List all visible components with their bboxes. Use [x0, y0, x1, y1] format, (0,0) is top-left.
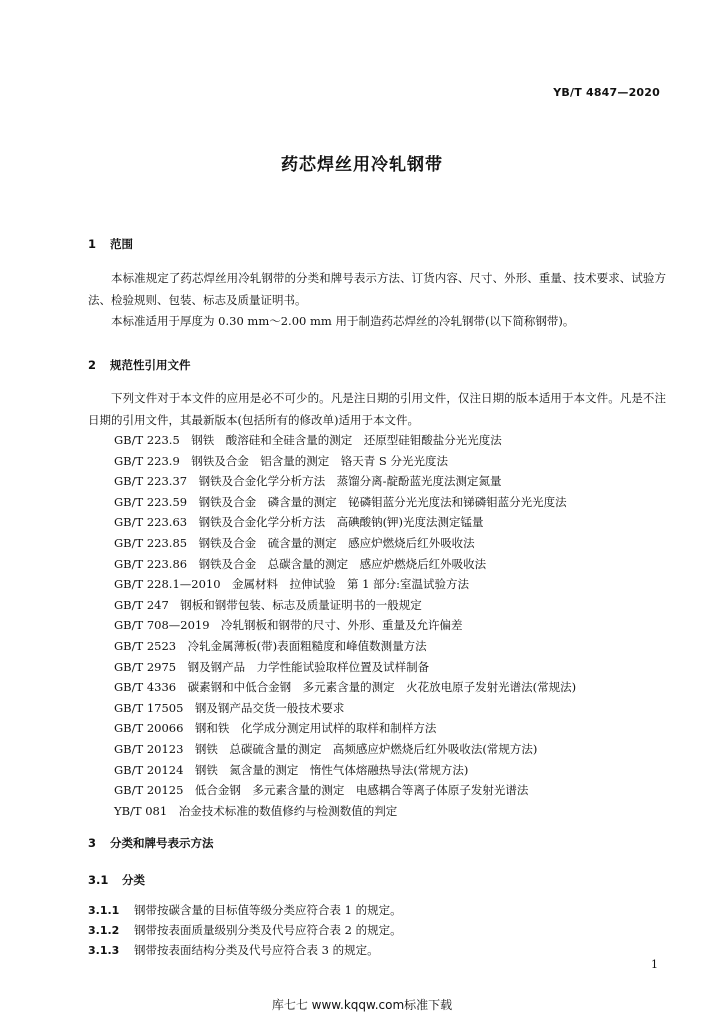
footer-watermark: 库七七 www.kqqw.com标准下载	[271, 998, 453, 1012]
reference-item: GB/T 20124 钢铁 氮含量的测定 惰性气体熔融热导法(常规方法)	[114, 762, 469, 777]
page-number: 1	[651, 958, 658, 971]
clause-3-1-1	[88, 902, 402, 918]
section-1-paragraph-2: 本标准适用于厚度为 0.30 mm～2.00 mm 用于制造药芯焊丝的冷轧钢带(以下简称钢带)。	[111, 314, 575, 328]
clause-text: 钢带按表面结构分类及代号应符合表 3 的规定。	[134, 943, 379, 957]
clause-3-1-3	[88, 942, 379, 958]
section-1-paragraph-1: 本标准规定了药芯焊丝用冷轧钢带的分类和牌号表示方法、订货内容、尺寸、外形、重量、技术要求、试验方法、检验规则、包装、标志及质量证明书。	[88, 271, 666, 307]
reference-item: GB/T 20125 低合金钢 多元素含量的测定 电感耦合等离子体原子发射光谱法	[114, 783, 529, 798]
subsection-3-1-heading	[88, 872, 145, 888]
reference-item: YB/T 081 冶金技术标准的数值修约与检测数值的判定	[114, 803, 398, 818]
clause-number: 3.1.1	[88, 904, 120, 917]
reference-item: GB/T 228.1—2010 金属材料 拉伸试验 第 1 部分:室温试验方法	[114, 577, 470, 592]
subsection-3-1-number: 3.1	[88, 873, 109, 887]
section-2-intro: 下列文件对于本文件的应用是必不可少的。凡是注日期的引用文件，仅注日期的版本适用于本文件。凡是不注日期的引用文件，其最新版本(包括所有的修改单)适用于本文件。	[88, 391, 666, 427]
section-1-heading	[88, 236, 133, 252]
reference-item: GB/T 223.63 钢铁及合金化学分析方法 高碘酸钠(钾)光度法测定锰量	[114, 515, 484, 530]
reference-item: GB/T 2523 冷轧金属薄板(带)表面粗糙度和峰值数测量方法	[114, 638, 427, 653]
reference-item: GB/T 20066 钢和铁 化学成分测定用试样的取样和制样方法	[114, 721, 437, 736]
reference-item: GB/T 223.86 钢铁及合金 总碳含量的测定 感应炉燃烧后红外吸收法	[114, 556, 487, 571]
section-2-heading	[88, 357, 191, 373]
section-3-heading	[88, 835, 214, 851]
reference-item: GB/T 223.5 钢铁 酸溶硅和全硅含量的测定 还原型硅钼酸盐分光光度法	[114, 433, 502, 447]
section-2-title: 规范性引用文件	[110, 358, 191, 372]
clause-number: 3.1.3	[88, 944, 120, 957]
reference-item: GB/T 223.37 钢铁及合金化学分析方法 蒸馏分离-靛酚蓝光度法测定氮量	[114, 474, 502, 489]
reference-item: GB/T 708—2019 冷轧钢板和钢带的尺寸、外形、重量及允许偏差	[114, 618, 463, 633]
reference-item: GB/T 20123 钢铁 总碳硫含量的测定 高频感应炉燃烧后红外吸收法(常规方法)	[114, 741, 538, 756]
subsection-3-1-title: 分类	[122, 873, 145, 887]
clause-text: 钢带按碳含量的目标值等级分类应符合表 1 的规定。	[134, 903, 402, 917]
reference-item: GB/T 223.9 钢铁及合金 铝含量的测定 铬天青 S 分光光度法	[114, 453, 448, 468]
document-title: 药芯焊丝用冷轧钢带	[281, 155, 443, 175]
section-2-number: 2	[88, 358, 97, 372]
clause-text: 钢带按表面质量级别分类及代号应符合表 2 的规定。	[134, 923, 402, 937]
reference-list	[114, 430, 576, 821]
clause-3-1-2	[88, 922, 402, 938]
section-3-number: 3	[88, 836, 97, 850]
standard-code: YB/T 4847—2020	[553, 86, 660, 99]
reference-item: GB/T 223.59 钢铁及合金 磷含量的测定 铋磷钼蓝分光光度法和锑磷钼蓝分光光度法	[114, 494, 567, 509]
section-1-number: 1	[88, 237, 97, 251]
clause-number: 3.1.2	[88, 924, 120, 937]
reference-item: GB/T 4336 碳素钢和中低合金钢 多元素含量的测定 火花放电原子发射光谱法(常规法)	[114, 680, 577, 695]
reference-item: GB/T 2975 钢及钢产品 力学性能试验取样位置及试样制备	[114, 659, 430, 674]
section-3-title: 分类和牌号表示方法	[110, 836, 214, 850]
reference-item: GB/T 223.85 钢铁及合金 硫含量的测定 感应炉燃烧后红外吸收法	[114, 535, 475, 550]
section-1-title: 范围	[110, 237, 133, 251]
reference-item: GB/T 247 钢板和钢带包装、标志及质量证明书的一般规定	[114, 597, 422, 612]
reference-item: GB/T 17505 钢及钢产品交货一般技术要求	[114, 700, 345, 715]
